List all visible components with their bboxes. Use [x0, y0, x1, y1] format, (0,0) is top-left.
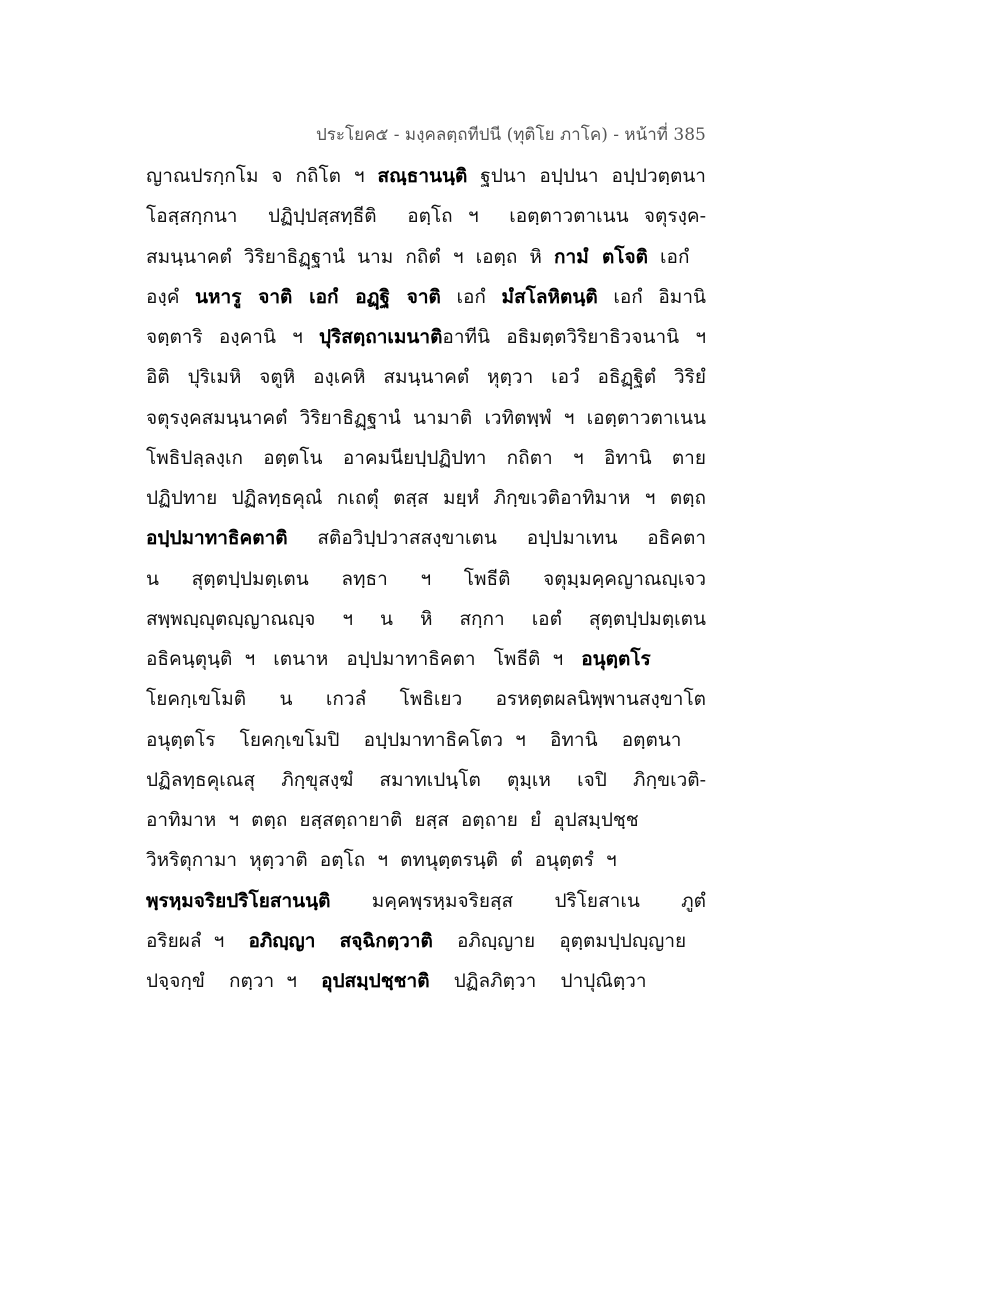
- text-line: [146, 760, 706, 800]
- text-line: [146, 921, 706, 961]
- text-line: [146, 237, 706, 277]
- text-segment: มคฺคพฺรหฺมจริยสฺส ปริโยสาเน ภูตํ: [330, 889, 706, 912]
- text-segment: สมนฺนาคตํ วิริยาธิฏฺฐานํ นาม กถิตํ ฯ เอตฺถ หิ: [146, 245, 555, 268]
- text-segment: ปจฺจกฺขํ กตฺวา ฯ: [146, 970, 322, 992]
- text-segment: เอกํ: [647, 245, 690, 268]
- bold-term: สจฺฉิกตฺวาติ: [339, 929, 433, 952]
- bold-term: อปฺปมาทาธิคตาติ: [146, 527, 288, 550]
- text-segment: ปฏิลทฺธคุเณสุ ภิกฺขุสงฺฆํ สมาทเปนฺโต ตุมฺเห เจปิ ภิกฺขเวติ-: [146, 768, 706, 791]
- bold-term: นหารู จาติ เอกํ อฏฺฐิ จาติ: [195, 285, 441, 308]
- text-line: [146, 357, 706, 397]
- text-segment: น สุตฺตปฺปมตฺเตน ลทฺธา ฯ โพธีติ จตุมฺมคฺคญาณญฺเจว: [146, 567, 706, 590]
- bold-term: พฺรหฺมจริยปริโยสานนฺติ: [146, 889, 331, 912]
- text-line: [146, 881, 706, 921]
- text-segment: สติอวิปฺปวาสสงฺขาเตน อปฺปมาเทน อธิคตา: [287, 527, 706, 550]
- text-segment: อาทิมาห ฯ ตตฺถ ยสฺสตฺถายาติ ยสฺส อตฺถาย ยํ อุปสมฺปชฺช: [146, 809, 639, 831]
- text-segment: โยคกฺเขโมติ น เกวลํ โพธิเยว อรหตฺตผลนิพฺพานสงฺขาโต: [146, 688, 706, 711]
- text-line: [146, 277, 706, 317]
- text-segment: เอกํ อิมานิ: [597, 285, 706, 308]
- text-line: [146, 720, 706, 760]
- bold-term: อนุตฺตโร: [581, 648, 651, 670]
- text-line: [146, 196, 706, 236]
- text-segment: อธิคนฺตุนฺติ ฯ เตนาห อปฺปมาทาธิคตา โพธีติ ฯ: [146, 648, 582, 670]
- text-line: [146, 438, 706, 478]
- bold-term: อุปสมฺปชฺชาติ: [321, 970, 430, 992]
- text-line: [146, 518, 706, 558]
- text-segment: [315, 930, 339, 952]
- bold-term: มํสโลหิตนฺติ: [501, 285, 598, 308]
- text-segment: ปฏิปทาย ปฏิลทฺธคุณํ กเถตุํ ตสฺส มยฺหํ ภิกฺขเวติอาทิมาห ฯ ตตฺถ: [146, 487, 706, 509]
- text-segment: อภิญฺญาย อุตฺตมปฺปญฺญาย: [432, 929, 687, 952]
- text-line: [146, 559, 706, 599]
- text-segment: ญาณปรกฺกโม จ กถิโต ฯ: [146, 165, 378, 187]
- text-line: [146, 599, 706, 639]
- text-segment: จตฺตาริ องฺคานิ ฯ: [146, 326, 320, 348]
- text-segment: จตุรงฺคสมนฺนาคตํ วิริยาธิฏฺฐานํ นามาติ เวทิตพฺพํ ฯ เอตฺตาวตาเนน: [146, 406, 706, 429]
- text-segment: เอกํ: [440, 285, 502, 308]
- text-line: [146, 478, 706, 518]
- text-segment: อิติ ปุริเมหิ จตูหิ องฺเคหิ สมนฺนาคตํ หุตฺวา เอวํ อธิฏฺฐิตํ วิริยํ: [146, 366, 706, 389]
- text-segment: วิหริตุกามา หุตฺวาติ อตฺโถ ฯ ตทนุตฺตรนฺติ ตํ อนุตฺตรํ ฯ: [146, 849, 617, 872]
- text-segment: โพธิปลฺลงฺเก อตฺตโน อาคมนียปฺปฏิปทา กถิตา ฯ อิทานิ ตาย: [146, 446, 706, 469]
- running-header: ประโยค๕ - มงฺคลตฺถทีปนี (ทุติโย ภาโค) - หน้าที่ 385: [316, 125, 706, 145]
- bold-term: อภิญฺญา: [248, 929, 316, 952]
- text-line: [146, 679, 706, 719]
- text-segment: อนุตฺตโร โยคกฺเขโมปิ อปฺปมาทาธิคโตว ฯ อิทานิ อตฺตนา: [146, 728, 682, 751]
- bold-term: กามํ ตโจติ: [554, 245, 648, 268]
- text-line: [146, 156, 706, 196]
- text-line: [146, 639, 706, 679]
- text-segment: องฺคํ: [146, 285, 196, 308]
- text-line: [146, 398, 706, 438]
- text-segment: ฐปนา อปฺปนา อปฺปวตฺตนา: [467, 165, 706, 187]
- text-segment: ปฏิลภิตฺวา ปาปุณิตฺวา: [429, 970, 647, 992]
- text-segment: โอสฺสกฺกนา ปฏิปฺปสฺสทฺธีติ อตฺโถ ฯ เอตฺตาวตาเนน จตุรงฺค-: [146, 205, 706, 228]
- body-text: [146, 156, 706, 1001]
- text-line: [146, 961, 706, 1001]
- text-segment: อาทีนิ อธิมตฺตวิริยาธิวจนานิ ฯ: [442, 326, 706, 348]
- text-line: [146, 317, 706, 357]
- text-segment: อริยผลํ ฯ: [146, 929, 249, 952]
- text-segment: สพฺพญฺญุตญฺญาณญฺจ ฯ น หิ สกฺกา เอตํ สุตฺตปฺปมตฺเตน: [146, 607, 706, 630]
- bold-term: สณฺธานนฺติ: [377, 165, 468, 187]
- text-line: [146, 800, 706, 840]
- bold-term: ปุริสตฺถาเมนาติ: [319, 326, 443, 348]
- text-line: [146, 840, 706, 880]
